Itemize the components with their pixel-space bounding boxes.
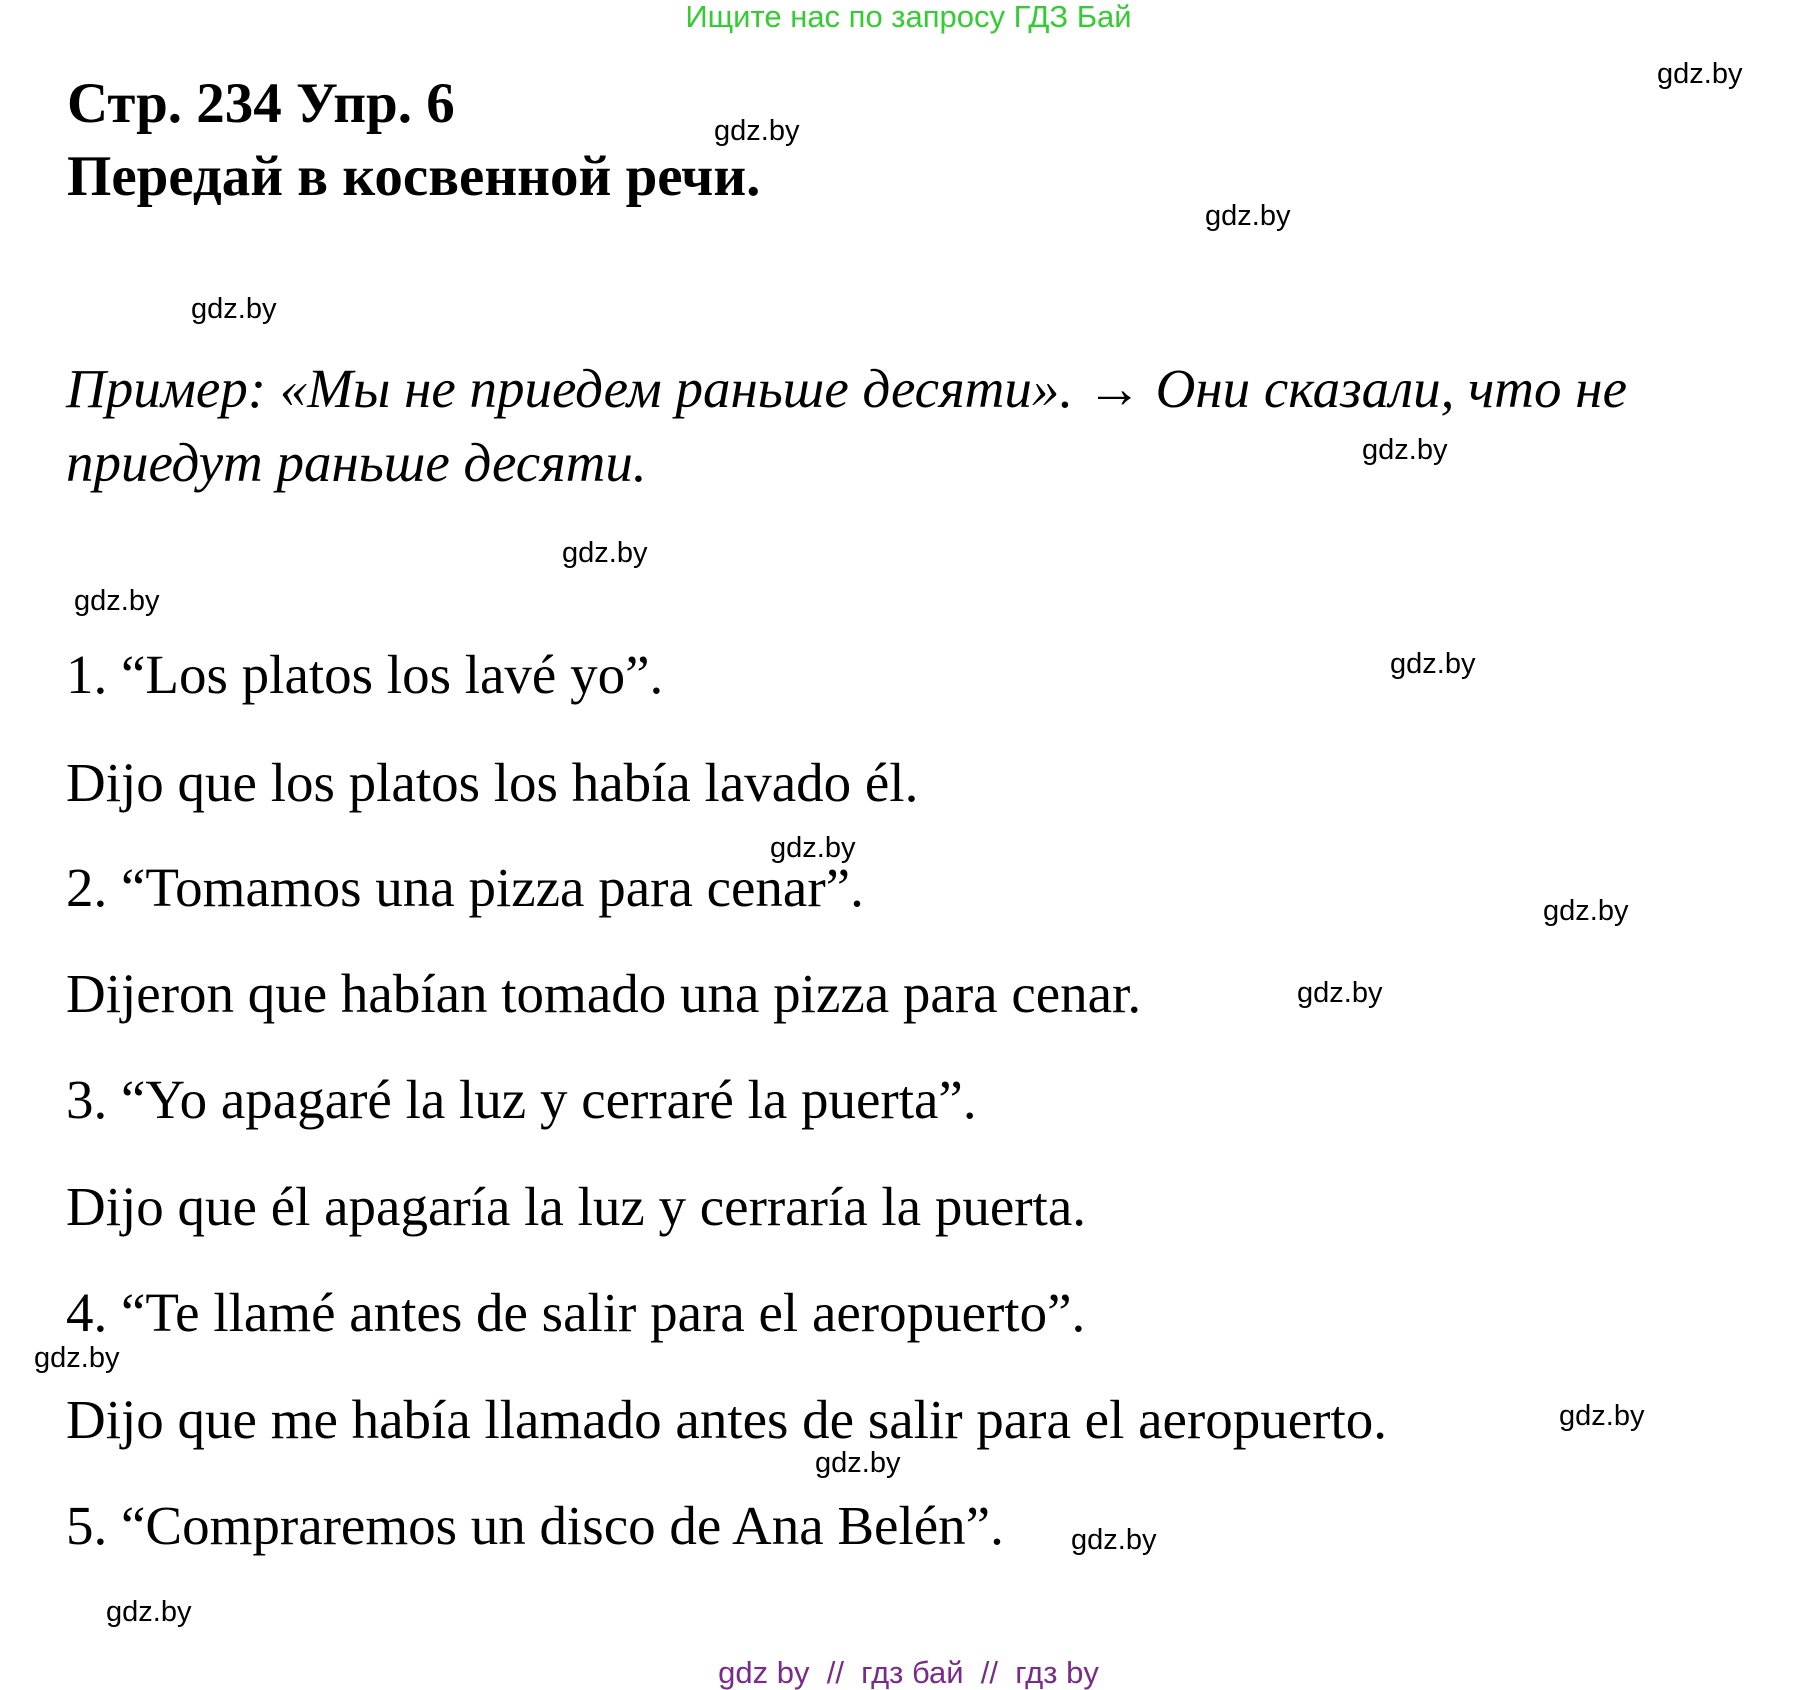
watermark: gdz.by xyxy=(1559,1400,1645,1432)
exercise-item-4-answer: Dijo que me había llamado antes de salir para el aeropuerto. xyxy=(66,1389,1387,1450)
watermark: gdz.by xyxy=(1657,58,1743,90)
watermark: gdz.by xyxy=(1205,200,1291,232)
exercise-item-3-quote: 3. “Yo apagaré la luz y cerraré la puerta”. xyxy=(66,1069,977,1130)
watermark: gdz.by xyxy=(1297,977,1383,1009)
exercise-item-2-answer: Dijeron que habían tomado una pizza para cenar. xyxy=(66,963,1142,1024)
watermark: gdz.by xyxy=(1543,895,1629,927)
example-sentence: Пример: «Мы не приедем раньше десяти». → Они сказали, что не приедут раньше десяти. xyxy=(66,358,1627,493)
watermark: gdz.by xyxy=(1390,648,1476,680)
task-instruction: Передай в косвенной речи. xyxy=(67,145,761,208)
exercise-item-4-quote: 4. “Te llamé antes de salir para el aeropuerto”. xyxy=(66,1282,1086,1343)
page-exercise-title: Стр. 234 Упр. 6 xyxy=(67,72,455,135)
exercise-item-2-quote: 2. “Tomamos una pizza para cenar”. xyxy=(66,857,864,918)
watermark: gdz.by xyxy=(770,832,856,864)
watermark: gdz.by xyxy=(34,1342,120,1374)
watermark: gdz.by xyxy=(106,1596,192,1628)
watermark: gdz.by xyxy=(562,537,648,569)
watermark: gdz.by xyxy=(1071,1524,1157,1556)
footer-banner: gdz by // гдз бай // гдз by xyxy=(718,1655,1099,1690)
watermark: gdz.by xyxy=(191,293,277,325)
exercise-item-1-quote: 1. “Los platos los lavé yo”. xyxy=(66,644,664,705)
exercise-item-3-answer: Dijo que él apagaría la luz y cerraría la puerta. xyxy=(66,1176,1086,1237)
watermark: gdz.by xyxy=(714,115,800,147)
watermark: gdz.by xyxy=(815,1447,901,1479)
exercise-item-5-quote: 5. “Compraremos un disco de Ana Belén”. xyxy=(66,1495,1004,1556)
search-banner: Ищите нас по запросу ГДЗ Бай xyxy=(685,0,1132,34)
exercise-item-1-answer: Dijo que los platos los había lavado él. xyxy=(66,752,919,813)
watermark: gdz.by xyxy=(1362,434,1448,466)
watermark: gdz.by xyxy=(74,585,160,617)
